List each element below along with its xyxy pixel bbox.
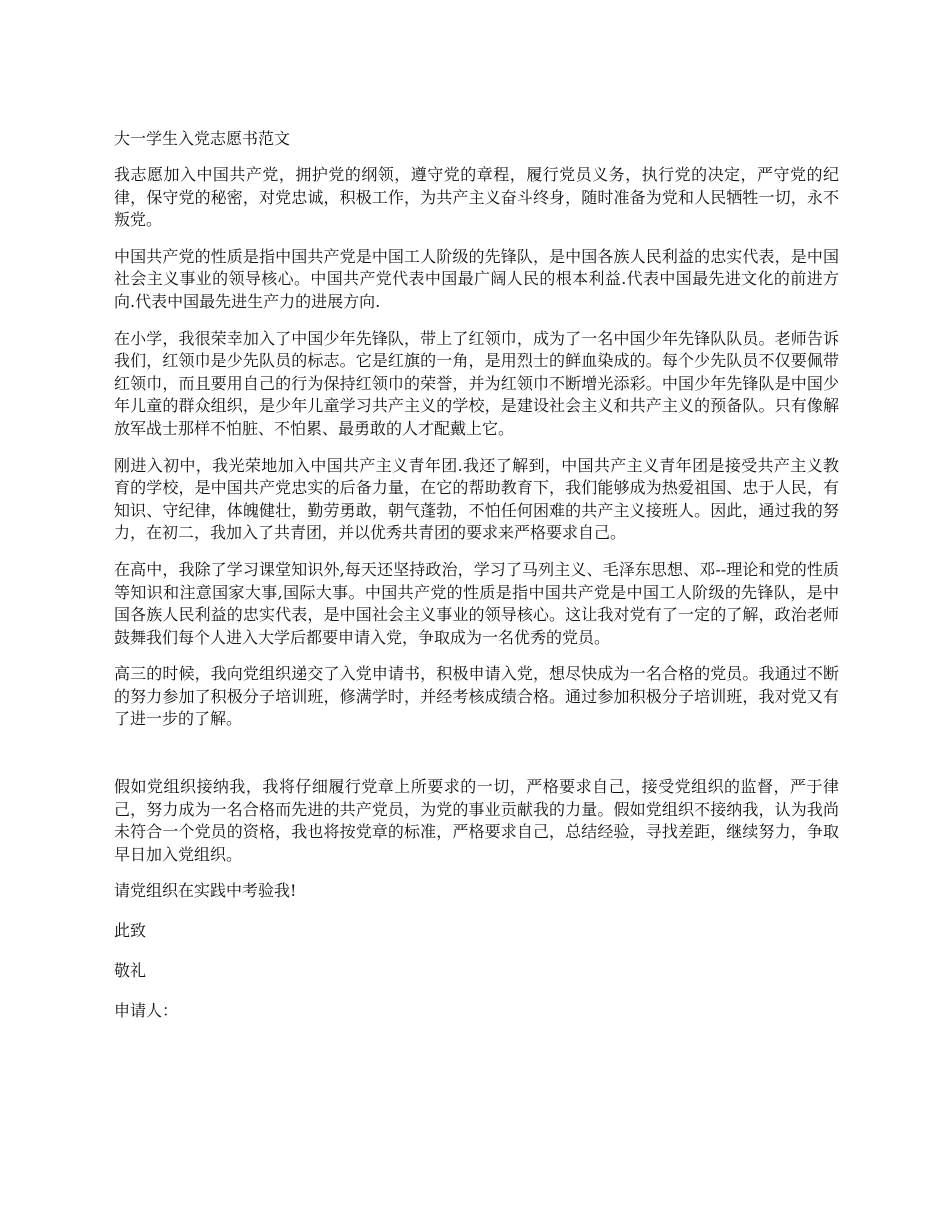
document-title: 大一学生入党志愿书范文 (114, 129, 291, 148)
blank-gap (114, 745, 839, 776)
paragraph-junior-high: 刚进入初中，我光荣地加入中国共产主义青年团.我还了解到，中国共产主义青年团是接受共产主义教育的学校，是中国共产党忠实的后备力量，在它的帮助教育下，我们能够成为热爱祖国、忠于人民，有知识、守纪律，体魄健壮，勤劳勇敢，朝气蓬勃，不怕任何困难的共产主义接班人。因此，通过我的努力，在初二，我加入了共青团，并以优秀共青团的要求来严格要求自己。 (114, 455, 839, 543)
paragraph-commitment: 假如党组织接纳我，我将仔细履行党章上所要求的一切，严格要求自己，接受党组织的监督，严于律己，努力成为一名合格而先进的共产党员，为党的事业贡献我的力量。假如党组织不接纳我，认为我尚未符合一个党员的资格，我也将按党章的标准，严格要求自己，总结经验，寻找差距，继续努力，争取早日加入党组织。 (114, 777, 839, 864)
closing-salutation: 此致 (114, 921, 147, 941)
paragraph-senior-high: 在高中，我除了学习课堂知识外,每天还坚持政治，学习了马列主义、毛泽东思想、邓--理论和党的性质等知识和注意国家大事,国际大事。中国共产党的性质是指中国共产党是中国工人阶级的先锋队，是中国各族人民利益的忠实代表，是中国社会主义事业的领导核心。这让我对党有了一定的了解，政治老师鼓舞我们每个人进入大学后都要申请入党，争取成为一名优秀的党员。 (114, 559, 839, 647)
paragraph-primary-school: 在小学，我很荣幸加入了中国少年先锋队，带上了红领巾，成为了一名中国少年先锋队队员。老师告诉我们，红领巾是少先队员的标志。它是红旗的一角，是用烈士的鲜血染成的。每个少先队员不仅要佩带红领巾，而且要用自己的行为保持红领巾的荣誉，并为红领巾不断增光添彩。中国少年先锋队是中国少年儿童的群众组织，是少年儿童学习共产主义的学校，是建设社会主义和共产主义的预备队。只有像解放军战士那样不怕脏、不怕累、最勇敢的人才配戴上它。 (114, 328, 839, 438)
applicant-signature-line: 申请人： (114, 1001, 179, 1021)
document-page (114, 128, 839, 1040)
paragraph-pledge: 我志愿加入中国共产党，拥护党的纲领，遵守党的章程，履行党员义务，执行党的决定，严守党的纪律，保守党的秘密，对党忠诚，积极工作，为共产主义奋斗终身，随时准备为党和人民牺牲一切，永不叛党。 (114, 165, 839, 230)
closing-request: 请党组织在实践中考验我! (114, 881, 297, 901)
closing-respect: 敬礼 (114, 961, 147, 981)
paragraph-party-nature: 中国共产党的性质是指中国共产党是中国工人阶级的先锋队，是中国各族人民利益的忠实代表，是中国社会主义事业的领导核心。中国共产党代表中国最广阔人民的根本利益.代表中国最先进文化的前进方向.代表中国最先进生产力的进展方向. (114, 246, 839, 311)
paragraph-senior-three: 高三的时候，我向党组织递交了入党申请书，积极申请入党，想尽快成为一名合格的党员。我通过不断的努力参加了积极分子培训班，修满学时，并经考核成绩合格。通过参加积极分子培训班，我对党又有了进一步的了解。 (114, 664, 839, 729)
